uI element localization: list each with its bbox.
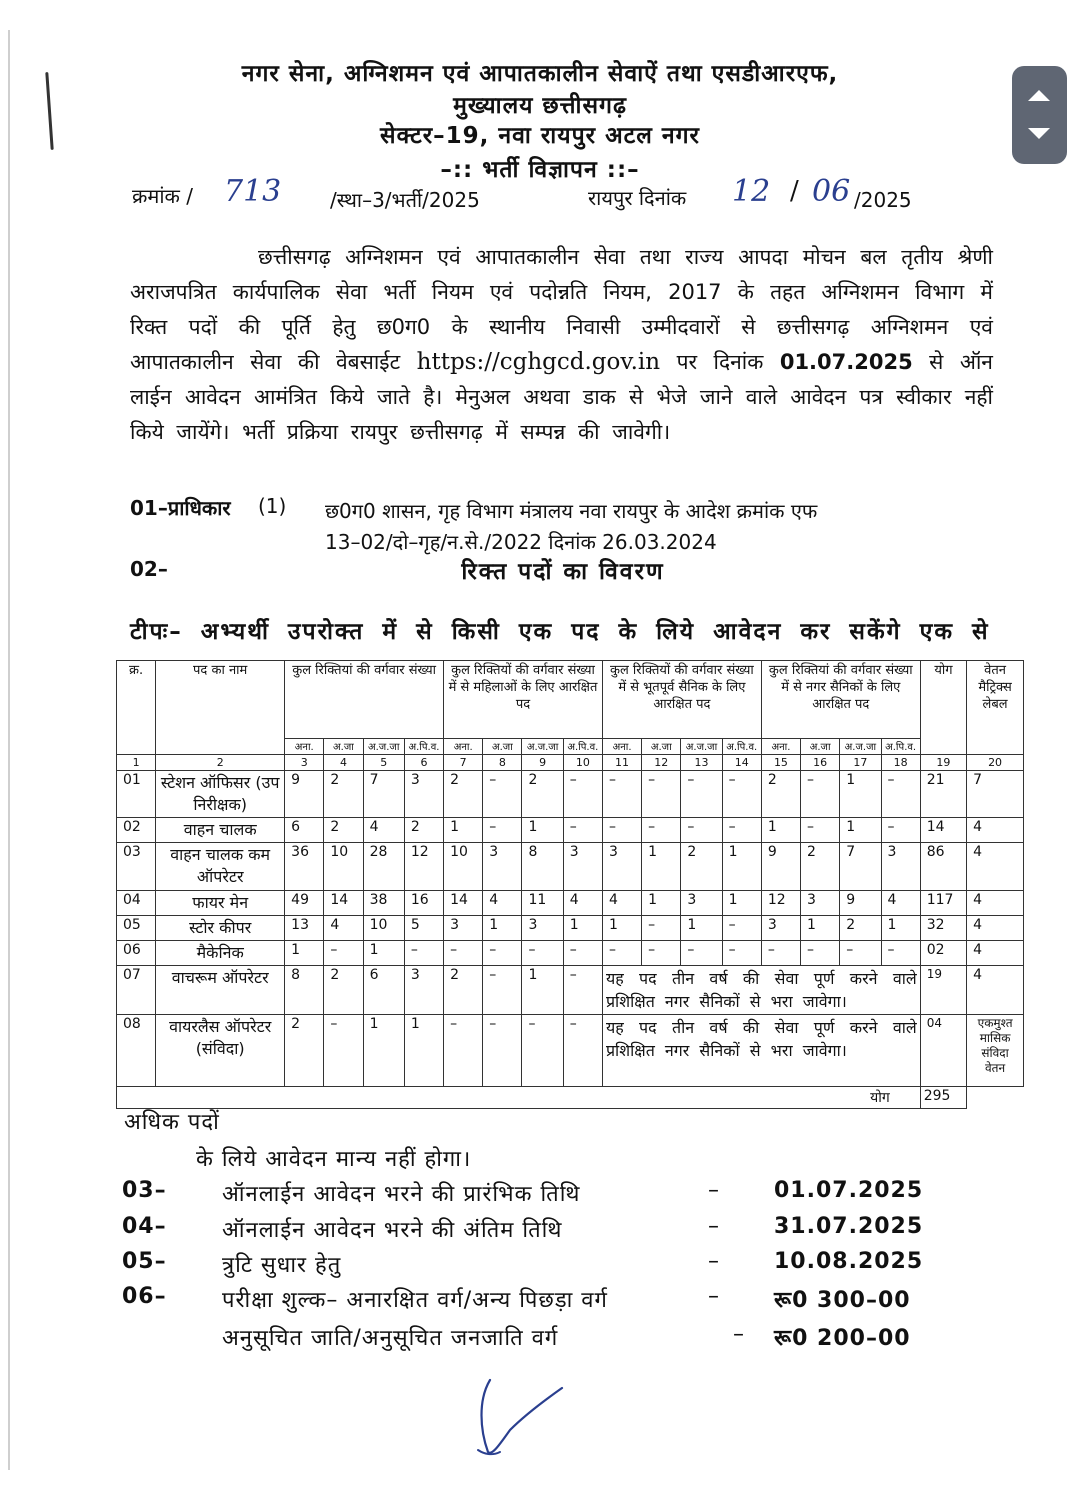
cell: –: [722, 771, 761, 818]
ref-place: रायपुर दिनांक: [588, 186, 687, 210]
cell: –: [444, 1015, 483, 1087]
cell: 12: [404, 843, 443, 891]
row-pay: एकमुश्त मासिक संविदा वेतन: [967, 1015, 1024, 1087]
cell: 1: [840, 771, 881, 818]
cell: –: [483, 966, 522, 1015]
th-home-guard-reserved: कुल रिक्तियां की वर्गवार संख्या में से नगर सैनिकों के लिए आरक्षित पद: [761, 661, 920, 739]
authority-sub: (1): [258, 494, 287, 518]
category-header: अ.पि.व.: [881, 739, 920, 755]
column-number: 20: [967, 755, 1024, 771]
date-item-dash: –: [708, 1249, 720, 1274]
cell: 16: [404, 891, 443, 916]
cell: 3: [444, 916, 483, 941]
category-header: अ.ज.जा: [840, 739, 881, 755]
table-row: [117, 818, 1024, 843]
header-line-4: –:: भर्ती विज्ञापन ::–: [440, 157, 640, 183]
ref-middle: /स्था–3/भर्ती/2025: [330, 188, 480, 212]
cell: –: [522, 941, 563, 966]
date-item-label: अनुसूचित जाति/अनुसूचित जनजाति वर्ग: [222, 1326, 559, 1351]
signature: [470, 1370, 580, 1460]
cell: 4: [602, 891, 641, 916]
date-item-value: 01.07.2025: [774, 1178, 924, 1203]
row-pay: 4: [967, 891, 1024, 916]
cell: –: [444, 941, 483, 966]
ref-day: 12: [732, 174, 771, 209]
cell: 2: [324, 771, 363, 818]
grand-total-label: योग: [117, 1087, 921, 1109]
cell: 3: [522, 916, 563, 941]
cell: –: [483, 771, 522, 818]
cell: 28: [363, 843, 404, 891]
cell: –: [840, 941, 881, 966]
column-number: 9: [522, 755, 563, 771]
cell: –: [483, 941, 522, 966]
cell: 1: [801, 916, 840, 941]
date-item-dash: –: [708, 1178, 720, 1203]
cell: –: [483, 1015, 522, 1087]
ref-month: 06: [812, 174, 851, 209]
cell: 4: [483, 891, 522, 916]
table-row: [117, 916, 1024, 941]
date-item-number: 03–: [122, 1178, 167, 1203]
cell: 1: [761, 818, 800, 843]
cell: 14: [444, 891, 483, 916]
date-item-label: ऑनलाईन आवेदन भरने की अंतिम तिथि: [222, 1218, 563, 1243]
cell: 10: [363, 916, 404, 941]
th-total: योग: [920, 661, 966, 755]
cell: –: [642, 818, 681, 843]
row-post-name: फायर मेन: [156, 891, 285, 916]
continuation-line-2: के लिये आवेदन मान्य नहीं होगा।: [196, 1147, 472, 1172]
category-header: अ.जा: [483, 739, 522, 755]
th-ex-servicemen-reserved: कुल रिक्तियों की वर्गवार संख्या में से भूतपूर्व सैनिक के लिए आरक्षित पद: [602, 661, 761, 739]
category-header: अ.जा: [324, 739, 363, 755]
column-number: 11: [602, 755, 641, 771]
cell: 2: [444, 771, 483, 818]
cell: 9: [285, 771, 324, 818]
row-sr: 06: [117, 941, 156, 966]
row-sr: 08: [117, 1015, 156, 1087]
scroll-control[interactable]: [1012, 66, 1067, 164]
grand-total: 295: [920, 1087, 966, 1109]
row-sr: 04: [117, 891, 156, 916]
row-note: यह पद तीन वर्ष की सेवा पूर्ण करने वाले प्रशिक्षित नगर सैनिकों से भरा जावेगा।: [602, 1015, 920, 1087]
row-total: 19: [920, 966, 966, 1015]
cell: 2: [840, 916, 881, 941]
cell: –: [324, 941, 363, 966]
category-header: अ.ज.जा: [363, 739, 404, 755]
page-edge: [8, 30, 10, 1470]
cell: –: [563, 818, 602, 843]
authority-label: 01–प्राधिकार: [130, 496, 231, 520]
category-header: अ.पि.व.: [404, 739, 443, 755]
category-header: अ.ज.जा: [681, 739, 722, 755]
cell: 1: [642, 891, 681, 916]
column-number: 3: [285, 755, 324, 771]
date-item-number: 05–: [122, 1249, 167, 1274]
row-post-name: वाहन चालक कम ऑपरेटर: [156, 843, 285, 891]
column-number: 10: [563, 755, 602, 771]
column-number: 12: [642, 755, 681, 771]
cell: –: [563, 771, 602, 818]
authority-line-2: 13–02/दो–गृह/न.से./2022 दिनांक 26.03.2024: [325, 530, 717, 554]
category-header: अ.पि.व.: [563, 739, 602, 755]
cell: 4: [881, 891, 920, 916]
cell: 13: [285, 916, 324, 941]
cell: 5: [404, 916, 443, 941]
th-sr: क्र.: [117, 661, 156, 755]
tip-note: टीपः– अभ्यर्थी उपरोक्त में से किसी एक पद के लिये आवेदन कर सकेंगे एक से: [130, 619, 990, 645]
th-pay-matrix: वेतन मैट्रिक्स लेबल: [967, 661, 1024, 755]
cell: –: [681, 818, 722, 843]
row-pay: 4: [967, 916, 1024, 941]
cell: 8: [522, 843, 563, 891]
row-sr: 02: [117, 818, 156, 843]
para-text-1: छत्तीसगढ़ अग्निशमन एवं आपातकालीन सेवा तथा राज्य आपदा मोचन बल तृतीय श्रेणी अराजपत्रित कार्यपालिक सेवा भर्ती नियम एवं पदोन्नति नियम, 2017 के तहत अग्निशमन विभाग में रिक्त पदों की पूर्ति हेतु छ0ग0 के स्थानीय निवासी उम्मीदवारों से छत्तीसगढ़ अग्निशमन एवं आपातकालीन सेवा की वेबसाईट: [130, 245, 993, 374]
cell: 2: [285, 1015, 324, 1087]
date-item-value: 10.08.2025: [774, 1249, 924, 1274]
column-number: 18: [881, 755, 920, 771]
row-sr: 05: [117, 916, 156, 941]
cell: 1: [642, 843, 681, 891]
row-post-name: स्टोर कीपर: [156, 916, 285, 941]
table-row: [117, 941, 1024, 966]
column-number: 16: [801, 755, 840, 771]
cell: 1: [363, 941, 404, 966]
th-total-vacancy: कुल रिक्तियां की वर्गवार संख्या: [285, 661, 444, 739]
cell: 36: [285, 843, 324, 891]
cell: 3: [483, 843, 522, 891]
ref-number: 713: [224, 174, 282, 209]
column-number: 8: [483, 755, 522, 771]
intro-paragraph: [130, 240, 993, 450]
cell: 1: [722, 891, 761, 916]
row-post-name: वाहन चालक: [156, 818, 285, 843]
para-text-3: से ऑन लाईन आवेदन आमंत्रित किये जाते है। मेनुअल अथवा डाक से भेजे जाने वाले आवेदन पत्र स्वीकार नहीं किये जायेंगे। भर्ती प्रक्रिया रायपुर छत्तीसगढ़ में सम्पन्न की जावेगी।: [130, 350, 993, 444]
cell: 2: [444, 966, 483, 1015]
cell: –: [563, 941, 602, 966]
cell: –: [801, 818, 840, 843]
cell: 3: [681, 891, 722, 916]
row-post-name: मैकेनिक: [156, 941, 285, 966]
column-number: 6: [404, 755, 443, 771]
cell: 9: [840, 891, 881, 916]
row-pay: 4: [967, 966, 1024, 1015]
column-number: 17: [840, 755, 881, 771]
ref-prefix: क्रमांक /: [132, 184, 193, 208]
cell: 14: [324, 891, 363, 916]
row-pay: 7: [967, 771, 1024, 818]
cell: –: [801, 941, 840, 966]
row-total: 86: [920, 843, 966, 891]
cell: 3: [801, 891, 840, 916]
cell: 2: [681, 843, 722, 891]
cell: 10: [444, 843, 483, 891]
cell: –: [801, 771, 840, 818]
header-line-3: सेक्टर–19, नवा रायपुर अटल नगर: [380, 123, 700, 149]
para-text-2: पर दिनांक: [676, 350, 764, 374]
cell: –: [483, 818, 522, 843]
section-2-title: रिक्त पदों का विवरण: [461, 559, 665, 585]
cell: 7: [840, 843, 881, 891]
cell: 1: [722, 843, 761, 891]
row-total: 14: [920, 818, 966, 843]
cell: 6: [363, 966, 404, 1015]
cell: –: [404, 941, 443, 966]
date-item-value: रू0 200–00: [774, 1326, 911, 1351]
cell: 1: [563, 916, 602, 941]
cell: 3: [881, 843, 920, 891]
cell: 3: [404, 966, 443, 1015]
cell: 7: [363, 771, 404, 818]
th-women-reserved: कुल रिक्तियों की वर्गवार संख्या में से महिलाओं के लिए आरक्षित पद: [444, 661, 603, 739]
cell: 49: [285, 891, 324, 916]
column-number: 4: [324, 755, 363, 771]
row-pay: 4: [967, 818, 1024, 843]
row-pay: 4: [967, 941, 1024, 966]
cell: 1: [602, 916, 641, 941]
cell: 2: [801, 843, 840, 891]
row-sr: 07: [117, 966, 156, 1015]
column-number: 5: [363, 755, 404, 771]
cell: –: [602, 941, 641, 966]
category-header: अ.ज.जा: [522, 739, 563, 755]
row-sr: 01: [117, 771, 156, 818]
cell: –: [324, 1015, 363, 1087]
row-total: 32: [920, 916, 966, 941]
vacancy-table: [116, 660, 1024, 1109]
date-item-dash: –: [733, 1322, 745, 1347]
row-total: 117: [920, 891, 966, 916]
cell: 10: [324, 843, 363, 891]
cell: 3: [404, 771, 443, 818]
cell: 1: [483, 916, 522, 941]
row-total: 04: [920, 1015, 966, 1087]
row-post-name: वाचरूम ऑपरेटर: [156, 966, 285, 1015]
column-number: 14: [722, 755, 761, 771]
category-header: अना.: [444, 739, 483, 755]
scroll-down-icon[interactable]: [1028, 128, 1050, 139]
cell: –: [602, 771, 641, 818]
cell: 1: [522, 966, 563, 1015]
cell: –: [563, 1015, 602, 1087]
cell: 3: [602, 843, 641, 891]
row-post-name: स्टेशन ऑफिसर (उप निरीक्षक): [156, 771, 285, 818]
category-header: अ.जा: [642, 739, 681, 755]
cell: 2: [522, 771, 563, 818]
cell: 38: [363, 891, 404, 916]
cell: 1: [444, 818, 483, 843]
ref-year: /2025: [854, 188, 912, 212]
category-header: अ.जा: [801, 739, 840, 755]
cell: –: [881, 941, 920, 966]
table-row: [117, 891, 1024, 916]
row-note: यह पद तीन वर्ष की सेवा पूर्ण करने वाले प्रशिक्षित नगर सैनिकों से भरा जावेगा।: [602, 966, 920, 1015]
category-header: अना.: [285, 739, 324, 755]
cell: 8: [285, 966, 324, 1015]
website-link[interactable]: https://cghgcd.gov.in: [416, 349, 661, 375]
cell: –: [681, 771, 722, 818]
row-total: 02: [920, 941, 966, 966]
date-item-number: 04–: [122, 1214, 167, 1239]
cell: 3: [761, 916, 800, 941]
cell: –: [881, 771, 920, 818]
cell: 4: [563, 891, 602, 916]
cell: 2: [404, 818, 443, 843]
section-2-label: 02–: [130, 557, 168, 581]
cell: 2: [324, 966, 363, 1015]
cell: 2: [761, 771, 800, 818]
cell: 1: [404, 1015, 443, 1087]
date-item-dash: –: [708, 1284, 720, 1309]
column-number: 13: [681, 755, 722, 771]
cell: –: [722, 916, 761, 941]
category-header: अना.: [761, 739, 800, 755]
row-post-name: वायरलैस ऑपरेटर (संविदा): [156, 1015, 285, 1087]
category-header: अ.पि.व.: [722, 739, 761, 755]
column-number: 2: [156, 755, 285, 771]
start-date: 01.07.2025: [779, 350, 913, 374]
date-item-label: त्रुटि सुधार हेतु: [222, 1253, 342, 1278]
date-item-label: परीक्षा शुल्क– अनारक्षित वर्ग/अन्य पिछड़ा वर्ग: [222, 1288, 608, 1313]
cell: 1: [681, 916, 722, 941]
cell: –: [563, 966, 602, 1015]
cell: 12: [761, 891, 800, 916]
table-row: [117, 771, 1024, 818]
cell: 2: [324, 818, 363, 843]
table-row: [117, 843, 1024, 891]
cell: 9: [761, 843, 800, 891]
date-item-value: 31.07.2025: [774, 1214, 924, 1239]
cell: –: [642, 771, 681, 818]
cell: –: [602, 818, 641, 843]
cell: –: [722, 818, 761, 843]
date-item-value: रू0 300–00: [774, 1288, 911, 1313]
column-number: 7: [444, 755, 483, 771]
cell: –: [722, 941, 761, 966]
column-number: 1: [117, 755, 156, 771]
cell: 6: [285, 818, 324, 843]
cell: –: [642, 941, 681, 966]
cell: 1: [285, 941, 324, 966]
reference-line: [132, 174, 932, 222]
cell: 4: [363, 818, 404, 843]
cell: 1: [363, 1015, 404, 1087]
continuation-line-1: अधिक पदों: [124, 1110, 220, 1135]
header-line-1: नगर सेना, अग्निशमन एवं आपातकालीन सेवाऐं तथा एसडीआरएफ,: [241, 61, 839, 87]
row-sr: 03: [117, 843, 156, 891]
cell: 3: [563, 843, 602, 891]
ref-slash: /: [790, 176, 799, 206]
cell: –: [761, 941, 800, 966]
cell: –: [642, 916, 681, 941]
cell: 1: [881, 916, 920, 941]
header-line-2: मुख्यालय छत्तीसगढ़: [453, 93, 627, 119]
category-header: अना.: [602, 739, 641, 755]
cell: –: [881, 818, 920, 843]
column-number: 19: [920, 755, 966, 771]
scroll-up-icon[interactable]: [1028, 90, 1050, 101]
cell: 11: [522, 891, 563, 916]
row-total: 21: [920, 771, 966, 818]
cell: 1: [840, 818, 881, 843]
row-pay: 4: [967, 843, 1024, 891]
th-post-name: पद का नाम: [156, 661, 285, 755]
date-item-number: 06–: [122, 1284, 167, 1309]
cell: 4: [324, 916, 363, 941]
date-item-dash: –: [708, 1214, 720, 1239]
authority-line-1: छ0ग0 शासन, गृह विभाग मंत्रालय नवा रायपुर के आदेश क्रमांक एफ: [325, 499, 818, 523]
cell: 1: [522, 818, 563, 843]
cell: –: [522, 1015, 563, 1087]
column-number: 15: [761, 755, 800, 771]
cell: –: [681, 941, 722, 966]
date-item-label: ऑनलाईन आवेदन भरने की प्रारंभिक तिथि: [222, 1182, 581, 1207]
